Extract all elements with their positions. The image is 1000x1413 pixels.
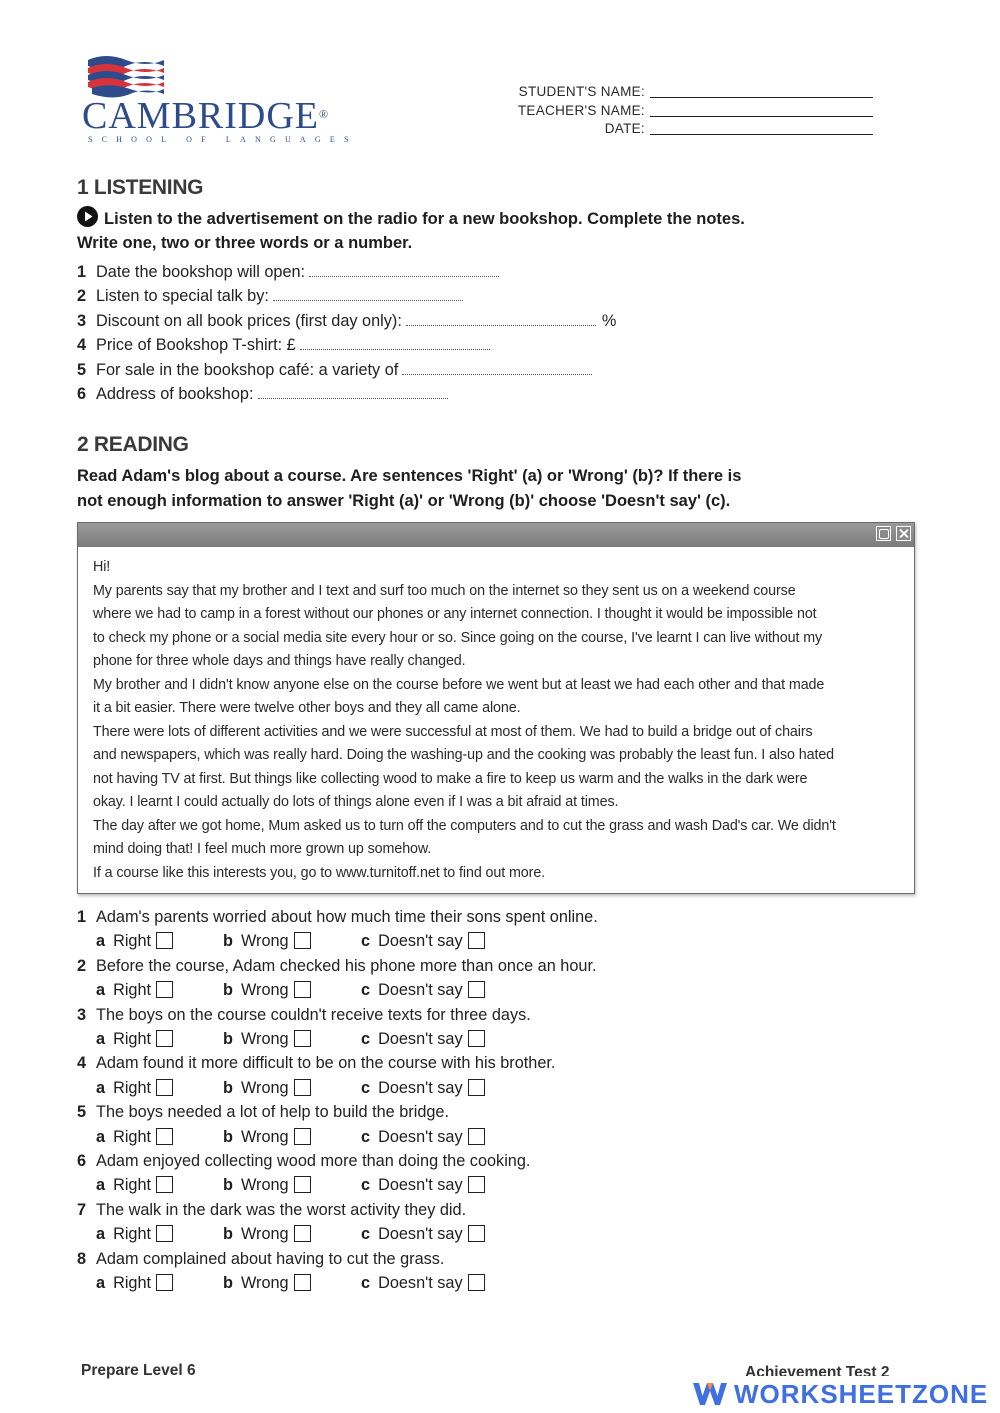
flag-icon xyxy=(86,52,166,98)
option-c xyxy=(361,978,485,1002)
answer-checkbox[interactable] xyxy=(156,1079,173,1096)
option-letter: b xyxy=(223,1029,233,1048)
option-letter: a xyxy=(96,1127,106,1146)
question-text: Adam's parents worried about how much time their sons spent online. xyxy=(96,908,598,926)
question xyxy=(77,1198,598,1247)
question xyxy=(77,1003,598,1052)
option-letter: c xyxy=(361,932,371,951)
answer-checkbox[interactable] xyxy=(468,981,485,998)
option-letter: a xyxy=(96,1176,106,1195)
item-prompt: Price of Bookshop T-shirt: £ xyxy=(96,336,296,355)
option-letter: b xyxy=(223,1127,233,1146)
question-number: 8 xyxy=(77,1249,87,1268)
option-c xyxy=(361,1271,485,1295)
option-letter: a xyxy=(96,1225,106,1244)
listening-item xyxy=(77,333,616,357)
question-number: 4 xyxy=(77,1054,87,1073)
reading-title: 2 READING xyxy=(77,433,189,456)
option-a xyxy=(96,929,173,953)
option-label: Doesn't say xyxy=(378,1225,463,1244)
date-line[interactable] xyxy=(650,134,873,135)
listening-item xyxy=(77,358,616,382)
item-number: 2 xyxy=(77,287,87,306)
option-a xyxy=(96,1076,173,1100)
answer-blank[interactable] xyxy=(309,264,499,277)
option-label: Wrong xyxy=(240,1273,289,1292)
question-text: The walk in the dark was the worst activity they did. xyxy=(96,1200,467,1219)
option-label: Wrong xyxy=(240,1176,289,1195)
option-label: Right xyxy=(113,1273,152,1292)
blog-line: If a course like this interests you, go to www.turnitoff.net to find out more. xyxy=(93,864,546,881)
option-a xyxy=(96,1027,173,1051)
answer-checkbox[interactable] xyxy=(294,1030,311,1047)
option-letter: a xyxy=(96,1078,106,1097)
option-label: Right xyxy=(113,932,152,951)
option-a xyxy=(96,1125,173,1149)
brand-wordmark: CAMBRIDGE xyxy=(82,95,320,137)
option-label: Right xyxy=(113,1225,152,1244)
option-label: Right xyxy=(113,981,152,1000)
student-name-line[interactable] xyxy=(650,97,873,98)
answer-checkbox[interactable] xyxy=(294,1225,311,1242)
answer-checkbox[interactable] xyxy=(294,1128,311,1145)
option-c xyxy=(361,1125,485,1149)
answer-checkbox[interactable] xyxy=(294,932,311,949)
option-letter: a xyxy=(96,981,106,1000)
question-number: 1 xyxy=(77,908,87,926)
blog-line: and newspapers, which was really hard. Doing the washing-up and the cooking was probably the least fun. I also hated xyxy=(93,747,835,763)
option-b xyxy=(223,1222,311,1246)
answer-checkbox[interactable] xyxy=(294,1079,311,1096)
question-number: 3 xyxy=(77,1005,87,1024)
option-a xyxy=(96,1271,173,1295)
question-text: The boys on the course couldn't receive texts for three days. xyxy=(96,1005,531,1024)
question-text: The boys needed a lot of help to build the bridge. xyxy=(96,1103,450,1122)
option-label: Wrong xyxy=(240,1029,289,1048)
item-prompt: For sale in the bookshop café: a variety of xyxy=(96,360,399,379)
listening-instruction xyxy=(77,206,745,232)
question-number: 5 xyxy=(77,1103,87,1122)
option-letter: b xyxy=(223,932,233,951)
answer-options xyxy=(77,1271,598,1295)
answer-blank[interactable] xyxy=(258,386,448,399)
option-letter: b xyxy=(223,1078,233,1097)
question xyxy=(77,954,598,1003)
date-row xyxy=(440,121,880,140)
answer-checkbox[interactable] xyxy=(156,1225,173,1242)
option-label: Doesn't say xyxy=(378,1273,463,1292)
answer-checkbox[interactable] xyxy=(156,1128,173,1145)
student-name-label: STUDENT'S NAME: xyxy=(518,84,645,99)
option-label: Wrong xyxy=(240,1127,289,1146)
listening-title: 1 LISTENING xyxy=(77,176,204,199)
listening-item xyxy=(77,309,616,333)
answer-checkbox[interactable] xyxy=(468,1176,485,1193)
listening-instruction-line1: Listen to the advertisement on the radio for a new bookshop. Complete the notes. xyxy=(104,210,745,228)
question-number: 7 xyxy=(77,1200,87,1219)
restore-window-icon[interactable] xyxy=(876,526,891,541)
question-text: Adam enjoyed collecting wood more than doing the cooking. xyxy=(96,1151,531,1170)
reading-instruction-line1: Read Adam's blog about a course. Are sentences 'Right' (a) or 'Wrong' (b)? If there is xyxy=(77,467,742,485)
blog-line: Hi! xyxy=(93,559,111,575)
option-letter: a xyxy=(96,1273,106,1292)
blog-line: okay. I learnt I could actually do lots of things alone even if I was a bit afraid at times. xyxy=(93,794,619,810)
option-letter: c xyxy=(361,1273,371,1292)
option-b xyxy=(223,1125,311,1149)
reading-questions xyxy=(77,905,598,1295)
blog-line: where we had to camp in a forest without our phones or any internet connection. I thought it would be impossible not xyxy=(93,606,817,622)
answer-checkbox[interactable] xyxy=(294,1274,311,1291)
close-window-icon[interactable] xyxy=(896,526,911,541)
item-number: 6 xyxy=(77,384,87,403)
option-letter: c xyxy=(361,1078,371,1097)
option-b xyxy=(223,929,311,953)
item-number: 4 xyxy=(77,336,87,355)
option-c xyxy=(361,1076,485,1100)
listening-instruction-line2: Write one, two or three words or a number. xyxy=(77,234,413,252)
question xyxy=(77,1149,598,1198)
blog-line: My parents say that my brother and I text and surf too much on the internet so they sent us on a weekend course xyxy=(93,582,796,599)
answer-blank[interactable] xyxy=(273,288,463,301)
question-text: Adam complained about having to cut the grass. xyxy=(96,1249,445,1268)
blog-window xyxy=(77,522,915,894)
option-label: Doesn't say xyxy=(378,1029,463,1048)
option-label: Right xyxy=(113,1176,152,1195)
answer-options xyxy=(77,1076,598,1100)
option-letter: b xyxy=(223,981,233,1000)
option-b xyxy=(223,978,311,1002)
item-unit: % xyxy=(601,311,617,330)
option-letter: b xyxy=(223,1225,233,1244)
listening-item xyxy=(77,284,616,308)
answer-options xyxy=(77,929,598,953)
option-c xyxy=(361,1222,485,1246)
item-prompt: Address of bookshop: xyxy=(96,384,254,403)
answer-blank[interactable] xyxy=(406,313,596,326)
item-prompt: Discount on all book prices (first day only): xyxy=(96,311,402,330)
answer-checkbox[interactable] xyxy=(156,932,173,949)
answer-checkbox[interactable] xyxy=(468,1225,485,1242)
option-letter: c xyxy=(361,1225,371,1244)
option-label: Wrong xyxy=(240,932,289,951)
option-letter: c xyxy=(361,981,371,1000)
option-letter: c xyxy=(361,1029,371,1048)
option-a xyxy=(96,1222,173,1246)
registered-mark: ® xyxy=(319,107,330,121)
teacher-name-row xyxy=(440,103,880,122)
item-number: 3 xyxy=(77,311,87,330)
answer-checkbox[interactable] xyxy=(468,1128,485,1145)
option-label: Right xyxy=(113,1127,152,1146)
date-label: DATE: xyxy=(604,121,645,136)
option-label: Doesn't say xyxy=(378,932,463,951)
option-a xyxy=(96,978,173,1002)
answer-checkbox[interactable] xyxy=(468,932,485,949)
question-text: Before the course, Adam checked his phone more than once an hour. xyxy=(96,956,597,975)
blog-line: to check my phone or a social media site every hour or so. Since going on the course, I've learnt I can live without my xyxy=(93,629,823,646)
option-b xyxy=(223,1271,311,1295)
option-label: Doesn't say xyxy=(378,1176,463,1195)
option-letter: c xyxy=(361,1127,371,1146)
answer-checkbox[interactable] xyxy=(468,1030,485,1047)
answer-checkbox[interactable] xyxy=(156,1030,173,1047)
listening-items xyxy=(77,260,616,406)
answer-options xyxy=(77,978,598,1002)
answer-options xyxy=(77,1222,598,1246)
question-number: 2 xyxy=(77,956,87,975)
answer-checkbox[interactable] xyxy=(294,981,311,998)
option-label: Right xyxy=(113,1078,152,1097)
answer-checkbox[interactable] xyxy=(468,1079,485,1096)
option-c xyxy=(361,1173,485,1197)
cambridge-logo xyxy=(82,52,358,144)
option-label: Doesn't say xyxy=(378,1127,463,1146)
blog-line: mind doing that! I feel much more grown up somehow. xyxy=(93,841,432,857)
option-label: Wrong xyxy=(240,981,289,1000)
answer-checkbox[interactable] xyxy=(468,1274,485,1291)
listening-item xyxy=(77,382,616,406)
item-prompt: Listen to special talk by: xyxy=(96,287,269,306)
question-text: Adam found it more difficult to be on the course with his brother. xyxy=(96,1054,556,1073)
worksheetzone-icon xyxy=(692,1381,728,1407)
blog-line: My brother and I didn't know anyone else on the course before we went but at least we had each other and that made xyxy=(93,676,825,693)
option-b xyxy=(223,1027,311,1051)
option-letter: a xyxy=(96,1029,106,1048)
option-label: Wrong xyxy=(240,1225,289,1244)
option-label: Doesn't say xyxy=(378,981,463,1000)
blog-line: not having TV at first. But things like collecting wood to make a fire to keep us warm and the walks in the dark were xyxy=(93,770,808,787)
brand-subtitle: SCHOOL OF LANGUAGES xyxy=(88,135,358,144)
question xyxy=(77,1100,598,1149)
option-letter: a xyxy=(96,932,106,951)
item-number: 1 xyxy=(77,263,87,281)
footer-test-name: Achievement Test 2 xyxy=(745,1364,890,1376)
option-label: Right xyxy=(113,1029,152,1048)
blog-line: phone for three whole days and things have really changed. xyxy=(93,653,466,669)
option-a xyxy=(96,1173,173,1197)
teacher-name-label: TEACHER'S NAME: xyxy=(517,102,645,118)
answer-options xyxy=(77,1173,598,1197)
option-letter: c xyxy=(361,1176,371,1195)
blog-line: There were lots of different activities and we were successful at most of them. We had to build a bridge out of chairs xyxy=(93,723,813,740)
blog-line: The day after we got home, Mum asked us to turn off the computers and to cut the grass and wash Dad's car. We didn't xyxy=(93,817,836,834)
option-c xyxy=(361,1027,485,1051)
teacher-name-line[interactable] xyxy=(650,116,873,117)
answer-blank[interactable] xyxy=(402,362,592,375)
answer-options xyxy=(77,1125,598,1149)
worksheetzone-text: WORKSHEETZONE xyxy=(734,1378,989,1409)
question xyxy=(77,1247,598,1296)
answer-checkbox[interactable] xyxy=(156,981,173,998)
option-c xyxy=(361,929,485,953)
answer-checkbox[interactable] xyxy=(156,1176,173,1193)
blog-titlebar xyxy=(78,523,914,547)
option-label: Wrong xyxy=(240,1078,289,1097)
student-info-fields xyxy=(440,84,880,140)
option-letter: b xyxy=(223,1273,233,1292)
answer-checkbox[interactable] xyxy=(156,1274,173,1291)
reading-instruction-line2: not enough information to answer 'Right (a)' or 'Wrong (b)' choose 'Doesn't say' (c). xyxy=(77,492,731,510)
question-number: 6 xyxy=(77,1151,87,1170)
question xyxy=(77,1051,598,1100)
item-prompt: Date the bookshop will open: xyxy=(96,263,306,281)
item-number: 5 xyxy=(77,360,87,379)
option-b xyxy=(223,1173,311,1197)
student-name-row xyxy=(440,84,880,103)
answer-checkbox[interactable] xyxy=(294,1176,311,1193)
answer-options xyxy=(77,1027,598,1051)
blog-line: it a bit easier. There were twelve other boys and they all came alone. xyxy=(93,700,521,716)
option-letter: b xyxy=(223,1176,233,1195)
worksheetzone-watermark xyxy=(692,1377,1000,1411)
option-b xyxy=(223,1076,311,1100)
play-icon[interactable] xyxy=(77,206,98,227)
listening-item xyxy=(77,260,616,284)
footer-level: Prepare Level 6 xyxy=(81,1362,196,1379)
blog-text xyxy=(78,547,914,885)
option-label: Doesn't say xyxy=(378,1078,463,1097)
answer-blank[interactable] xyxy=(300,337,490,350)
question xyxy=(77,905,598,954)
